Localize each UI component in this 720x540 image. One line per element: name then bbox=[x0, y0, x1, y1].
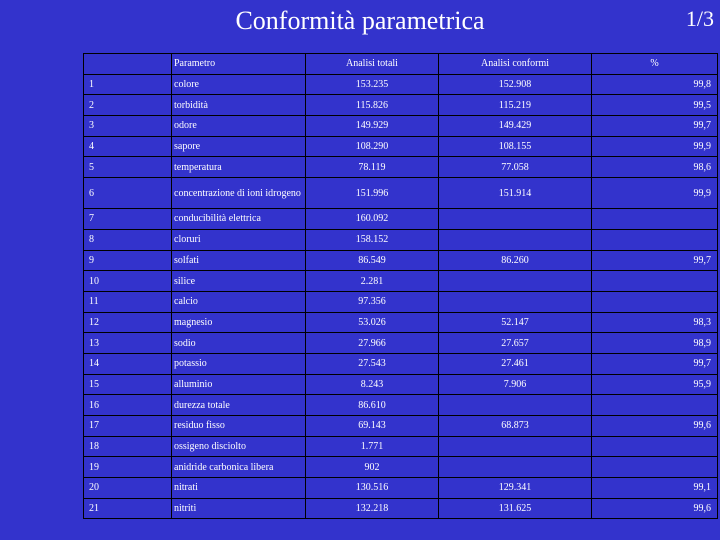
row-number: 11 bbox=[84, 291, 172, 312]
analisi-conformi bbox=[439, 229, 592, 250]
analisi-conformi: 108.155 bbox=[439, 136, 592, 157]
row-number: 12 bbox=[84, 312, 172, 333]
analisi-totali: 1.771 bbox=[306, 436, 439, 457]
analisi-totali: 78.119 bbox=[306, 157, 439, 178]
row-number: 18 bbox=[84, 436, 172, 457]
analisi-conformi bbox=[439, 436, 592, 457]
percent-value bbox=[592, 229, 718, 250]
parameter-name: durezza totale bbox=[172, 395, 306, 416]
percent-value: 99,7 bbox=[592, 250, 718, 271]
parameter-table bbox=[83, 53, 718, 519]
analisi-totali: 132.218 bbox=[306, 498, 439, 519]
analisi-conformi bbox=[439, 457, 592, 478]
row-number: 19 bbox=[84, 457, 172, 478]
table-row bbox=[84, 271, 718, 292]
analisi-conformi: 77.058 bbox=[439, 157, 592, 178]
table-row bbox=[84, 374, 718, 395]
analisi-totali: 158.152 bbox=[306, 229, 439, 250]
header-parametro: Parametro bbox=[172, 54, 306, 75]
table-row bbox=[84, 74, 718, 95]
parameter-name: nitriti bbox=[172, 498, 306, 519]
table-row bbox=[84, 395, 718, 416]
table-row bbox=[84, 312, 718, 333]
percent-value: 99,7 bbox=[592, 353, 718, 374]
analisi-totali: 151.996 bbox=[306, 178, 439, 209]
analisi-totali: 8.243 bbox=[306, 374, 439, 395]
analisi-totali: 115.826 bbox=[306, 95, 439, 116]
table-header-row bbox=[84, 54, 718, 75]
analisi-totali: 53.026 bbox=[306, 312, 439, 333]
analisi-totali: 108.290 bbox=[306, 136, 439, 157]
percent-value: 98,3 bbox=[592, 312, 718, 333]
table-row bbox=[84, 209, 718, 230]
percent-value: 99,9 bbox=[592, 178, 718, 209]
analisi-totali: 69.143 bbox=[306, 416, 439, 437]
analisi-totali: 27.543 bbox=[306, 353, 439, 374]
analisi-conformi: 86.260 bbox=[439, 250, 592, 271]
percent-value: 99,8 bbox=[592, 74, 718, 95]
analisi-conformi: 7.906 bbox=[439, 374, 592, 395]
row-number: 3 bbox=[84, 116, 172, 137]
table-row bbox=[84, 178, 718, 209]
parameter-name: calcio bbox=[172, 291, 306, 312]
percent-value: 98,6 bbox=[592, 157, 718, 178]
row-number: 13 bbox=[84, 333, 172, 354]
parameter-name: alluminio bbox=[172, 374, 306, 395]
analisi-totali: 97.356 bbox=[306, 291, 439, 312]
analisi-conformi: 68.873 bbox=[439, 416, 592, 437]
analisi-totali: 149.929 bbox=[306, 116, 439, 137]
parameter-name: torbidità bbox=[172, 95, 306, 116]
page-title: Conformità parametrica bbox=[235, 6, 485, 35]
analisi-totali: 130.516 bbox=[306, 478, 439, 499]
analisi-totali: 86.549 bbox=[306, 250, 439, 271]
parameter-name: colore bbox=[172, 74, 306, 95]
parameter-name: sapore bbox=[172, 136, 306, 157]
analisi-totali: 160.092 bbox=[306, 209, 439, 230]
analisi-conformi: 115.219 bbox=[439, 95, 592, 116]
row-number: 7 bbox=[84, 209, 172, 230]
row-number: 9 bbox=[84, 250, 172, 271]
parameter-name: odore bbox=[172, 116, 306, 137]
table-row bbox=[84, 116, 718, 137]
page-number: 1/3 bbox=[685, 6, 714, 31]
table-row bbox=[84, 416, 718, 437]
analisi-totali: 2.281 bbox=[306, 271, 439, 292]
percent-value: 99,1 bbox=[592, 478, 718, 499]
parameter-name: potassio bbox=[172, 353, 306, 374]
parameter-name: nitrati bbox=[172, 478, 306, 499]
table-row bbox=[84, 291, 718, 312]
percent-value bbox=[592, 271, 718, 292]
analisi-totali: 86.610 bbox=[306, 395, 439, 416]
percent-value bbox=[592, 209, 718, 230]
row-number: 4 bbox=[84, 136, 172, 157]
percent-value bbox=[592, 436, 718, 457]
row-number: 10 bbox=[84, 271, 172, 292]
table-row bbox=[84, 478, 718, 499]
analisi-conformi: 129.341 bbox=[439, 478, 592, 499]
analisi-conformi: 27.461 bbox=[439, 353, 592, 374]
row-number: 8 bbox=[84, 229, 172, 250]
row-number: 6 bbox=[84, 178, 172, 209]
row-number: 16 bbox=[84, 395, 172, 416]
analisi-totali: 153.235 bbox=[306, 74, 439, 95]
analisi-totali: 27.966 bbox=[306, 333, 439, 354]
row-number: 21 bbox=[84, 498, 172, 519]
header-percent: % bbox=[592, 54, 718, 75]
row-number: 1 bbox=[84, 74, 172, 95]
parameter-name: ossigeno disciolto bbox=[172, 436, 306, 457]
analisi-conformi: 131.625 bbox=[439, 498, 592, 519]
percent-value: 99,9 bbox=[592, 136, 718, 157]
parameter-name: anidride carbonica libera bbox=[172, 457, 306, 478]
row-number: 14 bbox=[84, 353, 172, 374]
table-row bbox=[84, 250, 718, 271]
analisi-conformi: 149.429 bbox=[439, 116, 592, 137]
parameter-name: silice bbox=[172, 271, 306, 292]
parameter-name: residuo fisso bbox=[172, 416, 306, 437]
table-row bbox=[84, 95, 718, 116]
header-analisi-conformi: Analisi conformi bbox=[439, 54, 592, 75]
percent-value bbox=[592, 395, 718, 416]
row-number: 5 bbox=[84, 157, 172, 178]
row-number: 2 bbox=[84, 95, 172, 116]
parameter-name: sodio bbox=[172, 333, 306, 354]
table-row bbox=[84, 498, 718, 519]
percent-value: 99,6 bbox=[592, 416, 718, 437]
percent-value: 98,9 bbox=[592, 333, 718, 354]
table-body bbox=[84, 74, 718, 519]
analisi-conformi bbox=[439, 209, 592, 230]
parameter-name: cloruri bbox=[172, 229, 306, 250]
analisi-conformi bbox=[439, 291, 592, 312]
table-row bbox=[84, 333, 718, 354]
analisi-conformi: 27.657 bbox=[439, 333, 592, 354]
parameter-name: temperatura bbox=[172, 157, 306, 178]
analisi-conformi: 152.908 bbox=[439, 74, 592, 95]
percent-value bbox=[592, 291, 718, 312]
header-index bbox=[84, 54, 172, 75]
parameter-name: magnesio bbox=[172, 312, 306, 333]
analisi-totali: 902 bbox=[306, 457, 439, 478]
header-analisi-totali: Analisi totali bbox=[306, 54, 439, 75]
parameter-name: concentrazione di ioni idrogeno bbox=[172, 178, 306, 209]
percent-value: 99,5 bbox=[592, 95, 718, 116]
row-number: 17 bbox=[84, 416, 172, 437]
row-number: 20 bbox=[84, 478, 172, 499]
table-row bbox=[84, 353, 718, 374]
analisi-conformi: 151.914 bbox=[439, 178, 592, 209]
percent-value: 99,7 bbox=[592, 116, 718, 137]
table-row bbox=[84, 436, 718, 457]
row-number: 15 bbox=[84, 374, 172, 395]
table-row bbox=[84, 457, 718, 478]
percent-value bbox=[592, 457, 718, 478]
analisi-conformi: 52.147 bbox=[439, 312, 592, 333]
table-row bbox=[84, 157, 718, 178]
analisi-conformi bbox=[439, 271, 592, 292]
table-row bbox=[84, 136, 718, 157]
table-row bbox=[84, 229, 718, 250]
percent-value: 99,6 bbox=[592, 498, 718, 519]
parameter-name: conducibilità elettrica bbox=[172, 209, 306, 230]
percent-value: 95,9 bbox=[592, 374, 718, 395]
analisi-conformi bbox=[439, 395, 592, 416]
parameter-name: solfati bbox=[172, 250, 306, 271]
